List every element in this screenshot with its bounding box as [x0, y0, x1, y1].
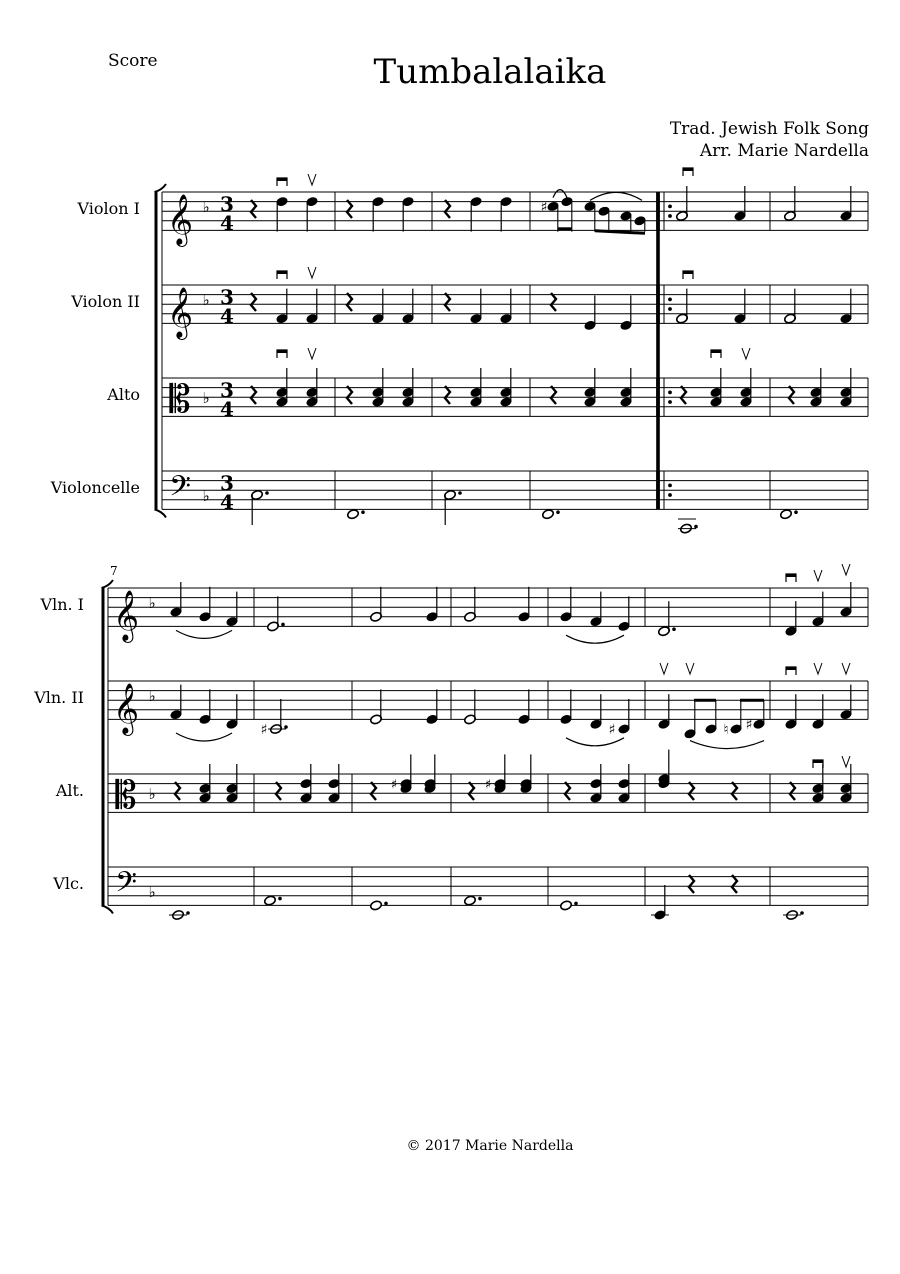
- instrument-name: Vln. II: [34, 688, 84, 707]
- sharp-accidental: ♯: [484, 777, 492, 793]
- up-bow-mark: [814, 570, 822, 581]
- dot: [265, 491, 269, 495]
- repeat-dot: [668, 493, 672, 497]
- dot: [384, 902, 388, 906]
- sharp-accidental: ♯: [540, 199, 548, 216]
- quarter-rest: [551, 293, 556, 311]
- copyright-notice: © 2017 Marie Nardella: [406, 1138, 574, 1154]
- slur: [176, 630, 232, 638]
- time-signature-top: 3: [220, 378, 234, 402]
- repeat-dot: [668, 391, 672, 395]
- treble-clef: 𝄞: [166, 194, 194, 245]
- dot: [284, 725, 288, 729]
- key-signature-flat: ♭: [148, 785, 156, 803]
- key-signature-flat: ♭: [202, 198, 210, 217]
- quarter-rest: [732, 875, 737, 893]
- quarter-rest: [551, 386, 556, 404]
- quarter-rest: [732, 782, 737, 800]
- quarter-rest: [681, 386, 686, 404]
- slur: [553, 190, 567, 198]
- system-1: [50, 168, 868, 534]
- repeat-dot: [668, 205, 672, 209]
- slur: [566, 635, 624, 643]
- sharp-accidental: ♯: [608, 722, 616, 738]
- instrument-name: Vlc.: [53, 874, 84, 893]
- slur: [176, 733, 232, 741]
- dot: [361, 510, 365, 514]
- treble-clef: 𝄞: [112, 683, 140, 734]
- quarter-rest: [251, 293, 256, 311]
- quarter-rest: [371, 782, 376, 800]
- system-bracket: [155, 184, 167, 192]
- time-signature-bottom: 4: [220, 304, 234, 328]
- dot: [186, 911, 190, 915]
- quarter-rest: [790, 782, 795, 800]
- quarter-rest: [347, 293, 352, 311]
- quarter-rest: [445, 200, 450, 218]
- dot: [794, 510, 798, 514]
- up-bow-mark: [742, 348, 750, 359]
- key-signature-flat: ♭: [148, 687, 156, 706]
- up-bow-mark: [686, 663, 694, 674]
- system-bracket: [102, 905, 114, 913]
- down-bow-mark: [277, 350, 287, 353]
- slur: [566, 738, 624, 746]
- down-bow-mark: [277, 178, 287, 181]
- quarter-rest: [689, 782, 694, 800]
- dot: [800, 911, 804, 915]
- up-bow-mark: [308, 267, 316, 278]
- instrument-name: Vln. I: [40, 595, 84, 614]
- time-signature-top: 3: [220, 471, 234, 495]
- time-signature-bottom: 4: [220, 397, 234, 421]
- page-title: Tumbalalaika: [373, 52, 607, 92]
- slur: [590, 192, 642, 200]
- system-bracket: [102, 580, 114, 588]
- quarter-rest: [251, 200, 256, 218]
- quarter-rest: [347, 386, 352, 404]
- arranger-credit: Arr. Marie Nardella: [699, 141, 869, 161]
- bass-clef: 𝄢: [115, 866, 137, 906]
- time-signature-bottom: 4: [220, 211, 234, 235]
- dot: [694, 525, 698, 529]
- sharp-accidental: ♯: [745, 717, 753, 734]
- key-signature-flat: ♭: [202, 389, 210, 407]
- note-head: [560, 900, 573, 911]
- time-signature-bottom: 4: [220, 490, 234, 514]
- key-signature-flat: ♭: [148, 882, 156, 901]
- up-bow-mark: [660, 663, 668, 674]
- time-signature-top: 3: [220, 285, 234, 309]
- treble-clef: 𝄞: [166, 287, 194, 338]
- quarter-rest: [251, 386, 256, 404]
- quarter-rest: [689, 875, 694, 893]
- up-bow-mark: [814, 663, 822, 674]
- sharp-accidental: ♯: [260, 722, 268, 738]
- dot: [574, 902, 578, 906]
- note-head: [347, 509, 360, 520]
- up-bow-mark: [308, 174, 316, 185]
- instrument-name: Violon II: [71, 292, 140, 311]
- beam: [595, 231, 645, 233]
- system-bracket: [155, 509, 167, 517]
- up-bow-mark: [842, 564, 850, 575]
- up-bow-mark: [842, 756, 850, 767]
- instrument-name: Violoncelle: [50, 478, 140, 497]
- score-label: Score: [108, 51, 158, 71]
- key-signature-flat: ♭: [202, 291, 210, 310]
- down-bow-mark: [786, 667, 796, 670]
- key-signature-flat: ♭: [202, 486, 210, 505]
- repeat-dot: [668, 484, 672, 488]
- dot: [556, 510, 560, 514]
- sharp-accidental: ♯: [390, 777, 398, 793]
- dot: [478, 897, 482, 901]
- note-head: [542, 509, 555, 520]
- repeat-dot: [668, 298, 672, 302]
- natural-accidental: ♮: [723, 722, 729, 738]
- instrument-name: Alto: [107, 385, 140, 404]
- down-bow-mark: [786, 574, 796, 577]
- treble-clef: 𝄞: [112, 590, 140, 641]
- alto-clef: 𝄡: [115, 773, 137, 817]
- repeat-dot: [668, 214, 672, 218]
- note-head: [464, 895, 477, 906]
- down-bow-mark: [683, 271, 693, 274]
- quarter-rest: [276, 782, 281, 800]
- composer-credit: Trad. Jewish Folk Song: [669, 119, 869, 139]
- down-bow-mark: [277, 271, 287, 274]
- bass-clef: 𝄢: [169, 470, 191, 510]
- instrument-name: Violon I: [77, 199, 140, 218]
- down-bow-mark: [711, 350, 721, 353]
- quarter-rest: [789, 386, 794, 404]
- note-head: [780, 509, 793, 520]
- up-bow-mark: [842, 663, 850, 674]
- quarter-rest: [469, 782, 474, 800]
- up-bow-mark: [308, 348, 316, 359]
- note-head: [264, 895, 277, 906]
- measure-number: 7: [110, 564, 118, 578]
- repeat-dot: [668, 307, 672, 311]
- down-bow-mark: [683, 168, 693, 171]
- quarter-rest: [175, 782, 180, 800]
- alto-clef: 𝄡: [169, 377, 191, 421]
- instrument-name: Alt.: [55, 781, 84, 800]
- dot: [281, 623, 285, 627]
- quarter-rest: [565, 782, 570, 800]
- repeat-dot: [668, 400, 672, 404]
- note-head: [370, 900, 383, 911]
- time-signature-top: 3: [220, 192, 234, 216]
- down-bow-mark: [813, 760, 823, 763]
- quarter-rest: [445, 386, 450, 404]
- dot: [278, 897, 282, 901]
- quarter-rest: [445, 293, 450, 311]
- quarter-rest: [347, 200, 352, 218]
- key-signature-flat: ♭: [148, 594, 156, 613]
- dot: [672, 627, 676, 631]
- system-2: [33, 564, 868, 921]
- dot: [458, 491, 462, 495]
- slur: [690, 741, 764, 749]
